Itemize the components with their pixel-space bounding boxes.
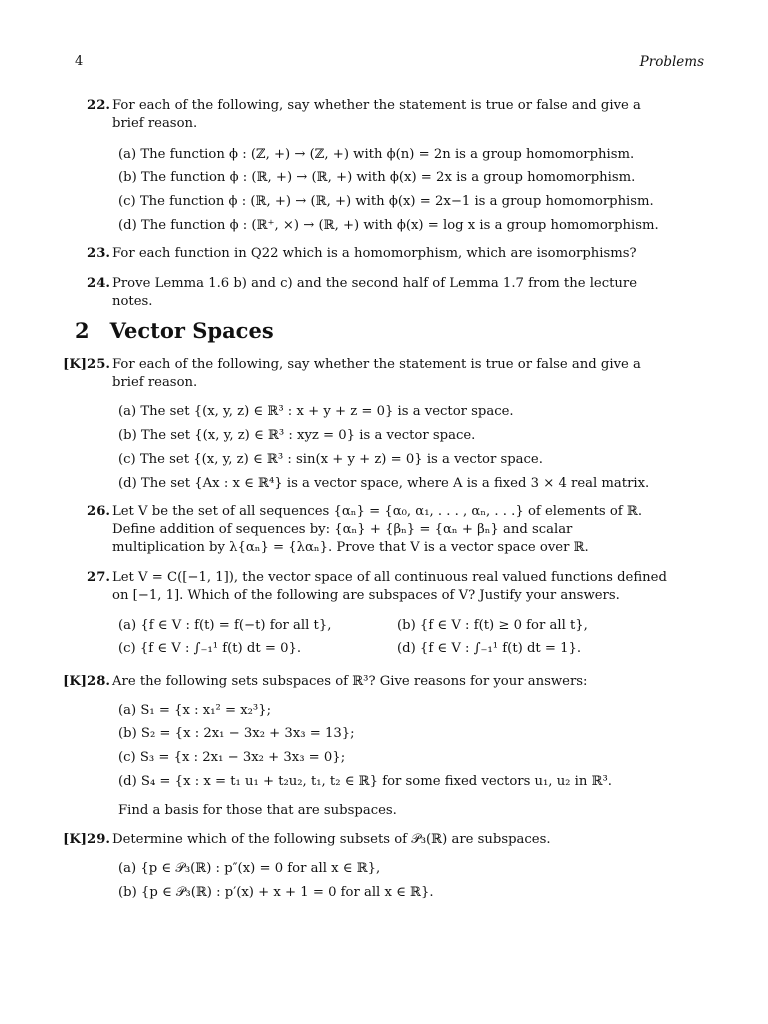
problem-text: Prove Lemma 1.6 b) and c) and the second half of Lemma 1.7 from the lecture notes.	[112, 276, 638, 309]
problem-text: For each of the following, say whether the statement is true or false and give a brief reason.	[112, 357, 641, 390]
problem-number: 24.	[87, 276, 110, 291]
problem-number: 23.	[87, 246, 110, 261]
problem-25	[60, 356, 668, 392]
section-heading	[75, 318, 294, 343]
problem-28-item-a: (a) S₁ = {x : x₁² = x₂³};	[118, 703, 272, 718]
problem-number: 26.	[87, 504, 110, 519]
section-title: Vector Spaces	[109, 318, 274, 343]
running-title: Problems	[639, 54, 704, 70]
problem-22-item-a: (a) The function ϕ : (ℤ, +) → (ℤ, +) with ϕ(n) = 2n is a group homomorphism.	[118, 147, 635, 162]
problem-text: For each function in Q22 which is a homomorphism, which are isomorphisms?	[112, 246, 637, 261]
problem-29-item-b: (b) {p ∈ 𝒫₃(ℝ) : p′(x) + x + 1 = 0 for all x ∈ ℝ}.	[118, 885, 434, 900]
problem-28-item-c: (c) S₃ = {x : 2x₁ − 3x₂ + 3x₃ = 0};	[118, 750, 346, 765]
problem-22-item-d: (d) The function ϕ : (ℝ⁺, ×) → (ℝ, +) with ϕ(x) = log x is a group homomorphism.	[118, 218, 659, 233]
problem-28-item-d: (d) S₄ = {x : x = t₁ u₁ + t₂u₂, t₁, t₂ ∈ ℝ} for some fixed vectors u₁, u₂ in ℝ³.	[118, 774, 613, 789]
problem-28-item-b: (b) S₂ = {x : 2x₁ − 3x₂ + 3x₃ = 13};	[118, 726, 355, 741]
problem-text: For each of the following, say whether the statement is true or false and give a brief reason.	[112, 98, 641, 131]
problem-text: Let V = C([−1, 1]), the vector space of all continuous real valued functions defined on [−1, 1]. Which of the following are subspaces of V? Justify your answers.	[112, 570, 667, 603]
problem-text: Let V be the set of all sequences {αₙ} = {α₀, α₁, . . . , αₙ, . . .} of elements of ℝ. Define addition of sequences by: {αₙ} + {βₙ} = {αₙ + βₙ} and scalar multiplication by λ{αₙ} = {λαₙ}. Prove that V is a vector space over ℝ.	[112, 504, 643, 555]
problem-number: [K]25.	[63, 357, 110, 372]
problem-28	[60, 673, 668, 691]
problem-26	[60, 503, 668, 557]
page-number: 4	[75, 54, 84, 69]
problem-22	[60, 97, 668, 133]
problem-27-item-b: (b) {f ∈ V : f(t) ≥ 0 for all t},	[397, 618, 588, 633]
problem-number: 27.	[87, 570, 110, 585]
problem-25-item-c: (c) The set {(x, y, z) ∈ ℝ³ : sin(x + y + z) = 0} is a vector space.	[118, 452, 543, 467]
problem-27-item-a: (a) {f ∈ V : f(t) = f(−t) for all t},	[118, 618, 332, 633]
section-number: 2	[75, 318, 90, 343]
problem-number: [K]29.	[63, 832, 110, 847]
problem-27-item-d: (d) {f ∈ V : ∫₋₁¹ f(t) dt = 1}.	[397, 641, 582, 656]
problem-27	[60, 569, 668, 605]
problem-29	[60, 831, 668, 849]
problem-22-item-b: (b) The function ϕ : (ℝ, +) → (ℝ, +) with ϕ(x) = 2x is a group homomorphism.	[118, 170, 636, 185]
problem-29-item-a: (a) {p ∈ 𝒫₃(ℝ) : p″(x) = 0 for all x ∈ ℝ},	[118, 861, 381, 876]
problem-text: Are the following sets subspaces of ℝ³? Give reasons for your answers:	[112, 674, 588, 689]
problem-text: Determine which of the following subsets of 𝒫₃(ℝ) are subspaces.	[112, 832, 551, 847]
problem-25-item-d: (d) The set {Ax : x ∈ ℝ⁴} is a vector space, where A is a fixed 3 × 4 real matrix.	[118, 476, 650, 491]
problem-22-item-c: (c) The function ϕ : (ℝ, +) → (ℝ, +) with ϕ(x) = 2x−1 is a group homomorphism.	[118, 194, 654, 209]
problem-number: 22.	[87, 98, 110, 113]
problem-24	[60, 275, 668, 311]
problem-28-note: Find a basis for those that are subspaces.	[118, 803, 397, 818]
problem-number: [K]28.	[63, 674, 110, 689]
problem-27-item-c: (c) {f ∈ V : ∫₋₁¹ f(t) dt = 0}.	[118, 641, 302, 656]
problem-25-item-a: (a) The set {(x, y, z) ∈ ℝ³ : x + y + z = 0} is a vector space.	[118, 404, 514, 419]
problem-23	[60, 245, 668, 263]
problem-25-item-b: (b) The set {(x, y, z) ∈ ℝ³ : xyz = 0} is a vector space.	[118, 428, 476, 443]
